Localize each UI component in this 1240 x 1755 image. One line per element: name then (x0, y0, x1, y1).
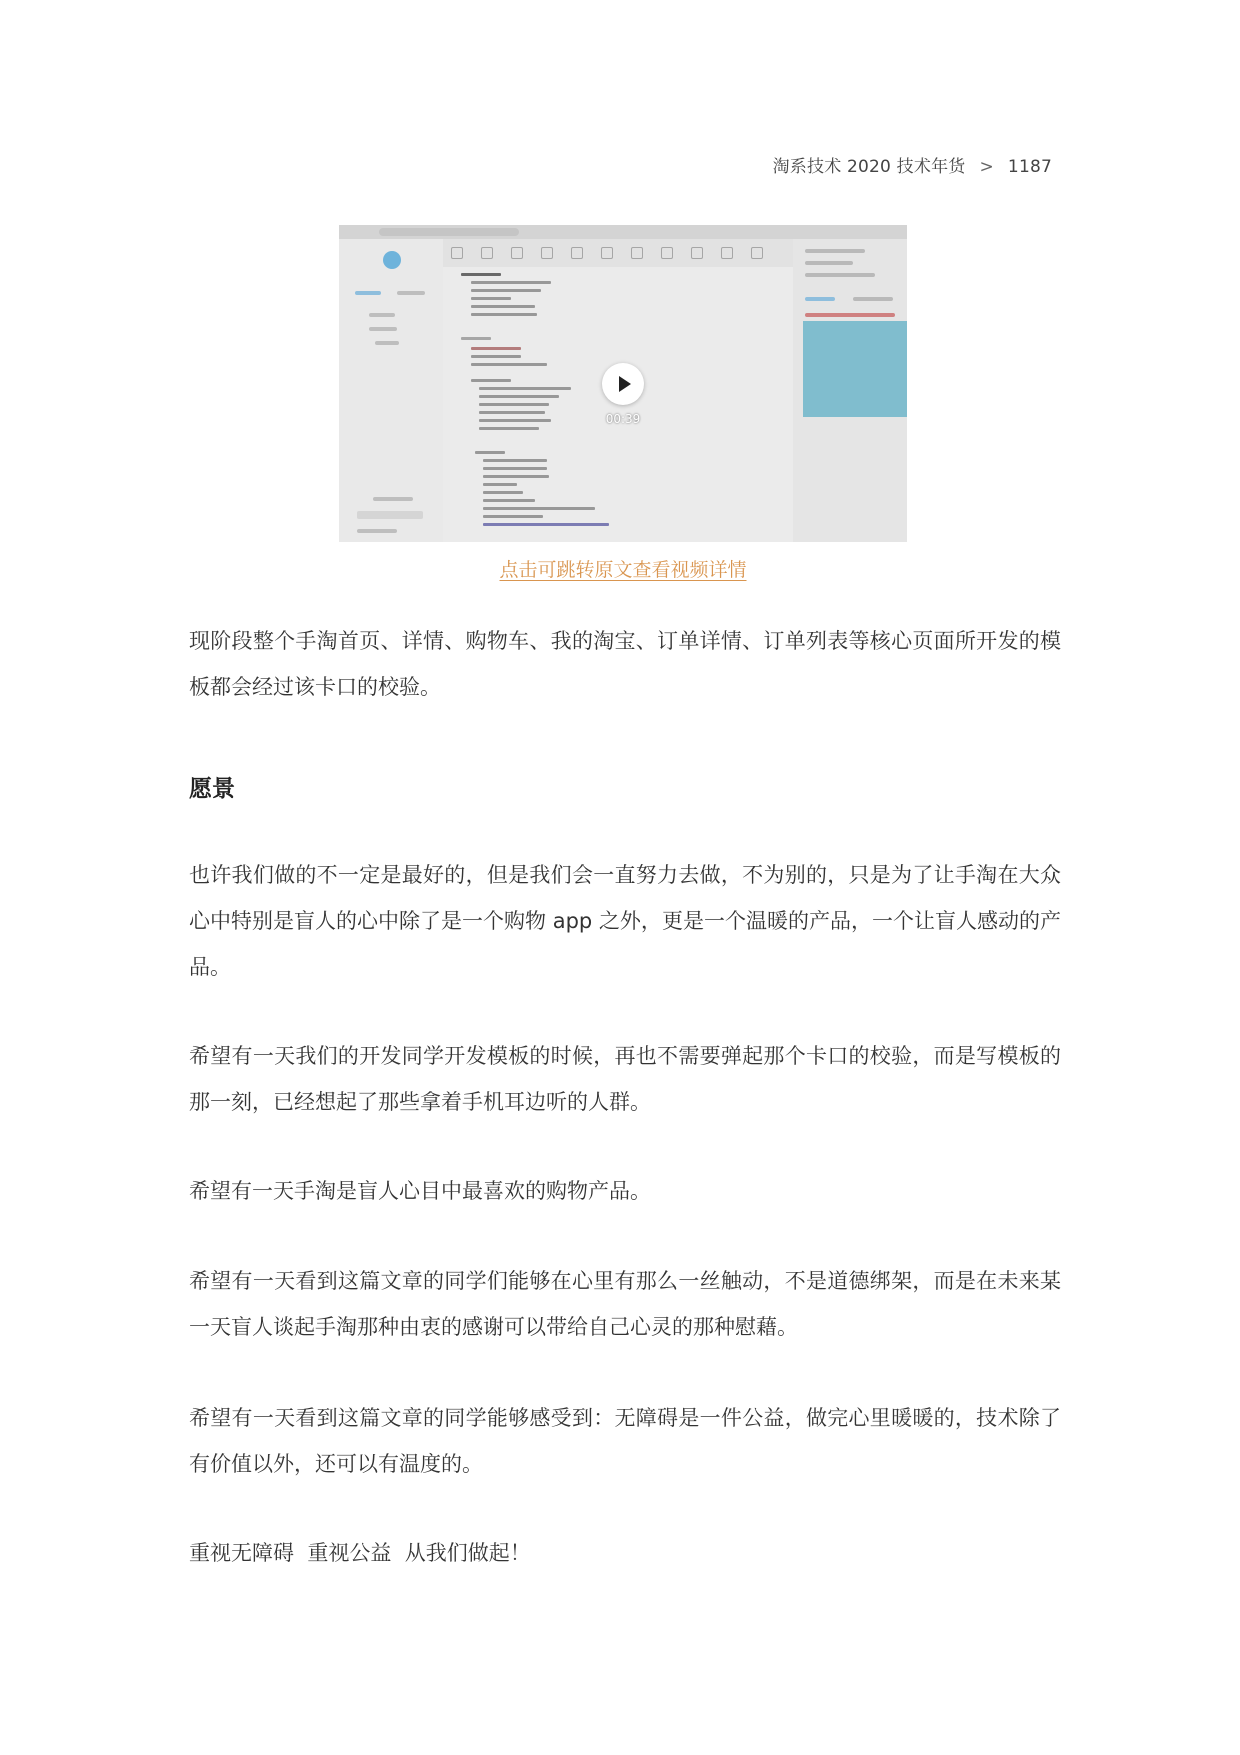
header-separator: > (979, 157, 994, 177)
paragraph-4: 希望有一天手淘是盲人心目中最喜欢的购物产品。 (189, 1179, 651, 1203)
page-header (773, 152, 1052, 177)
paragraph-3: 希望有一天我们的开发同学开发模板的时候，再也不需要弹起那个卡口的校验，而是写模板的那一刻，已经想起了那些拿着手机耳边听的人群。 (189, 1044, 1061, 1114)
section-heading: 愿景 (189, 776, 235, 802)
paragraph-6: 希望有一天看到这篇文章的同学能够感受到：无障碍是一件公益，做完心里暖暖的，技术除了有价值以外，还可以有温度的。 (189, 1406, 1061, 1476)
play-icon (619, 376, 631, 392)
paragraph-2: 也许我们做的不一定是最好的，但是我们会一直努力去做，不为别的，只是为了让手淘在大众心中特别是盲人的心中除了是一个购物 app 之外，更是一个温暖的产品，一个让盲人感动的产品。 (189, 863, 1061, 979)
play-button[interactable] (602, 363, 644, 405)
book-title: 淘系技术 2020 技术年货 (772, 157, 966, 177)
paragraph-5: 希望有一天看到这篇文章的同学们能够在心里有那么一丝触动，不是道德绑架，而是在未来某一天盲人谈起手淘那种由衷的感谢可以带给自己心灵的那种慰藉。 (189, 1269, 1061, 1339)
video-player[interactable] (339, 225, 907, 542)
video-duration: 00:39 (605, 412, 641, 426)
video-caption-link[interactable]: 点击可跳转原文查看视频详情 (499, 559, 747, 581)
paragraph-7: 重视无障碍 重视公益 从我们做起！ (189, 1541, 531, 1565)
page-number: 1187 (1007, 157, 1052, 177)
paragraph-1: 现阶段整个手淘首页、详情、购物车、我的淘宝、订单详情、订单列表等核心页面所开发的模板都会经过该卡口的校验。 (189, 629, 1061, 699)
